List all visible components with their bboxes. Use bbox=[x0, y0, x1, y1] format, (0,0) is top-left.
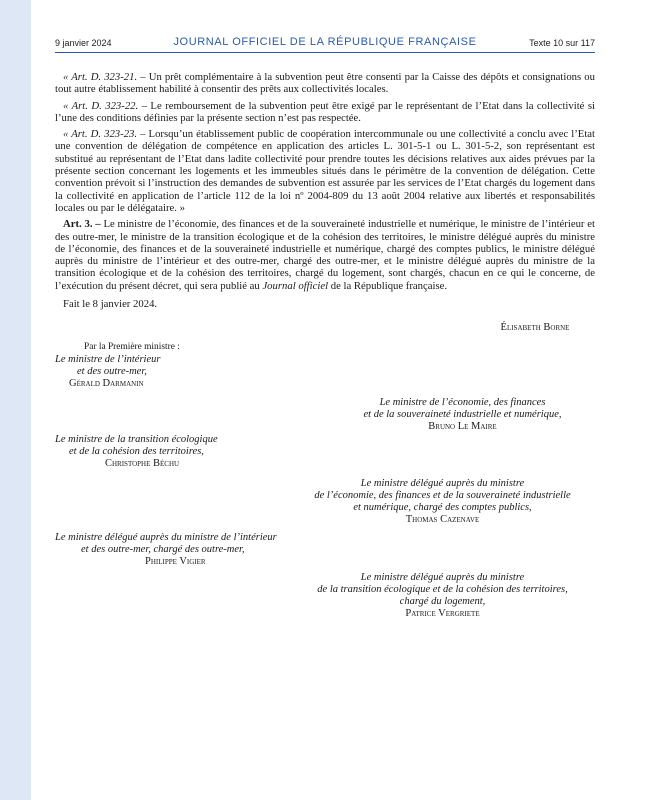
article-3-text: Le ministre de l’économie, des finances et de la souveraineté industrielle et numérique, le ministre de l’intérieur et des outre-mer, le ministre de la transition écologique et de la cohésion des territoires, le ministre délégué auprès du ministre de l’économie, des finances et de la souveraineté industrielle et numérique, chargé des comptes publics, le ministre délégué auprès du ministre de l’intérieur et des outre-mer, chargé des outre-mer, et le ministre délégué auprès du ministre de la transition écologique et de la cohésion des territoires, chargé du logement, sont chargés, chacun en ce qui le concerne, de l’exécution du présent décret, qui sera publié au bbox=[55, 218, 595, 292]
document-body bbox=[55, 71, 595, 310]
signature-transition bbox=[55, 434, 255, 470]
sig-title-line: de l’économie, des finances et de la souveraineté industrielle bbox=[314, 490, 571, 501]
sig-title-line: Le ministre de l’intérieur bbox=[55, 354, 161, 365]
header-rule bbox=[55, 52, 595, 53]
article-ref: « Art. D. 323-21. bbox=[63, 71, 138, 83]
sig-name: Bruno Le Maire bbox=[428, 421, 497, 432]
article-text: – Lorsqu’un établissement public de coopération intercommunale ou une collectivité a conclu avec l’Etat une convention de délégation de compétence en application des articles L. 301-5-1 ou L. 301-5-2, son représentant est substitué au représentant de l’Etat dans ladite collectivité pour prendre toutes les décisions relatives aux aides prévues par la présente section concernant les logements et les immeubles situés dans le périmètre de la convention de délégation. Cette convention prévoit si l’instruction des demandes de subvention est assurée par les services de l’Etat chargés du logement dans la collectivité en application de l’article 112 de la loi nº 2004-809 du 13 août 2004 relative aux libertés et responsabilités locales ou par le délégataire. » bbox=[55, 128, 596, 214]
journal-title: JOURNAL OFFICIEL DE LA RÉPUBLIQUE FRANÇAISE bbox=[173, 36, 477, 48]
journal-officiel-ref: Journal officiel bbox=[262, 279, 329, 292]
signature-comptes-publics bbox=[290, 478, 595, 526]
sig-title-line: et de la cohésion des territoires, bbox=[69, 446, 204, 457]
sig-title-line: Le ministre de la transition écologique bbox=[55, 434, 218, 445]
signature-logement bbox=[290, 572, 595, 620]
sig-title-line: et des outre-mer, chargé des outre-mer, bbox=[81, 544, 245, 555]
article-3 bbox=[55, 218, 595, 292]
sig-name: Philippe Vigier bbox=[145, 556, 206, 567]
article-ref: « Art. D. 323-22. bbox=[63, 99, 139, 112]
signature-outre-mer bbox=[55, 532, 315, 568]
fait-le: Fait le 8 janvier 2024. bbox=[63, 298, 158, 311]
article-d-323-21 bbox=[55, 71, 595, 96]
sig-title-line: Le ministre délégué auprès du ministre bbox=[360, 478, 525, 489]
signature-economie bbox=[330, 397, 595, 433]
article-d-323-22 bbox=[55, 100, 595, 125]
sig-title-line: de la transition écologique et de la cohésion des territoires, bbox=[317, 584, 568, 595]
article-3-end: de la République française. bbox=[328, 279, 448, 292]
sig-title-line: chargé du logement, bbox=[399, 596, 486, 607]
sig-title-line: et de la souveraineté industrielle et numérique, bbox=[363, 409, 562, 420]
header-date: 9 janvier 2024 bbox=[55, 38, 112, 48]
margin-bar bbox=[0, 0, 31, 800]
article-3-label: Art. 3. – bbox=[63, 218, 101, 231]
sig-name: Thomas Cazenave bbox=[405, 514, 480, 525]
sig-title-line: et des outre-mer, bbox=[77, 366, 147, 377]
sig-name: Christophe Béchu bbox=[105, 458, 180, 469]
par-premiere-ministre: Par la Première ministre : bbox=[84, 342, 180, 352]
article-d-323-23 bbox=[55, 128, 595, 214]
article-text: – Le remboursement de la subvention peut être exigé par le représentant de l’Etat dans la collectivité si l’une des conditions définies par la présente section n’est pas respectée. bbox=[55, 99, 595, 124]
sig-title-line: Le ministre de l’économie, des finances bbox=[379, 397, 546, 408]
sig-title-line: Le ministre délégué auprès du ministre de l’intérieur bbox=[55, 532, 277, 543]
article-ref: « Art. D. 323-23. bbox=[63, 128, 138, 141]
article-text: – Un prêt complémentaire à la subvention peut être consenti par la Caisse des dépôts et consignations ou tout autre établissement habilité à consentir des prêts aux collectivités locales. bbox=[55, 71, 595, 96]
sig-name: Gérald Darmanin bbox=[69, 378, 144, 389]
sig-title-line: Le ministre délégué auprès du ministre bbox=[360, 572, 525, 583]
sig-title-line: et numérique, chargé des comptes publics, bbox=[353, 502, 532, 513]
page-number: Texte 10 sur 117 bbox=[529, 38, 595, 48]
signatory-prime-minister: Élisabeth Borne bbox=[500, 322, 570, 333]
sig-name: Patrice Vergriete bbox=[405, 608, 480, 619]
signature-interieur bbox=[55, 354, 255, 390]
